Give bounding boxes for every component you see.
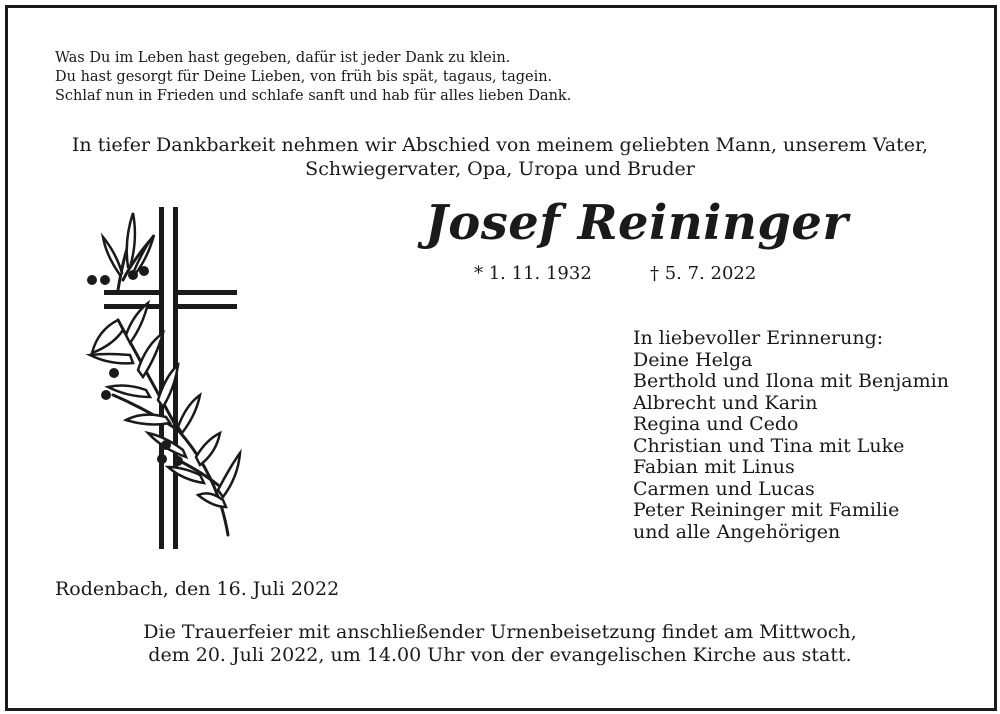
mourners-heading: In liebevoller Erinnerung: [633, 327, 884, 349]
mourner-entry: Carmen und Lucas [633, 477, 815, 500]
intro-line: Schwiegervater, Opa, Uropa und Bruder [305, 158, 695, 180]
funeral-notice [0, 621, 1000, 667]
mourner-entry: Peter Reininger mit Familie [633, 499, 900, 521]
funeral-line: dem 20. Juli 2022, um 14.00 Uhr von der evangelischen Kirche aus statt. [148, 644, 852, 666]
poem-line: Du hast gesorgt für Deine Lieben, von früh bis spät, tagaus, tagein. [55, 69, 553, 85]
funeral-line: Die Trauerfeier mit anschließender Urnenbeisetzung findet am Mittwoch, [143, 621, 857, 643]
birth-date: * 1. 11. 1932 [474, 263, 592, 284]
intro-line: In tiefer Dankbarkeit nehmen wir Abschied von meinem geliebten Mann, unserem Vater, [71, 134, 929, 156]
mourner-entry: und alle Angehörigen [633, 520, 841, 543]
mourner-entry: Deine Helga [633, 348, 753, 371]
deceased-name: Josef Reininger [425, 195, 849, 251]
poem-line: Schlaf nun in Frieden und schlafe sanft und hab für alles lieben Dank. [55, 88, 572, 104]
death-date: † 5. 7. 2022 [650, 263, 757, 284]
mourner-entry: Albrecht und Karin [633, 391, 818, 414]
place-and-date: Rodenbach, den 16. Juli 2022 [55, 578, 340, 600]
mourner-entry: Fabian mit Linus [633, 456, 795, 478]
mourners-list [633, 328, 949, 543]
mourner-entry: Christian und Tina mit Luke [633, 434, 905, 457]
mourner-entry: Berthold und Ilona mit Benjamin [633, 370, 949, 392]
poem-line: Was Du im Leben hast gegeben, dafür ist jeder Dank zu klein. [55, 50, 511, 66]
mourner-entry: Regina und Cedo [633, 413, 799, 435]
cross-with-olive-branch-icon [78, 205, 243, 555]
poem [55, 49, 571, 106]
intro-text [0, 133, 1000, 181]
